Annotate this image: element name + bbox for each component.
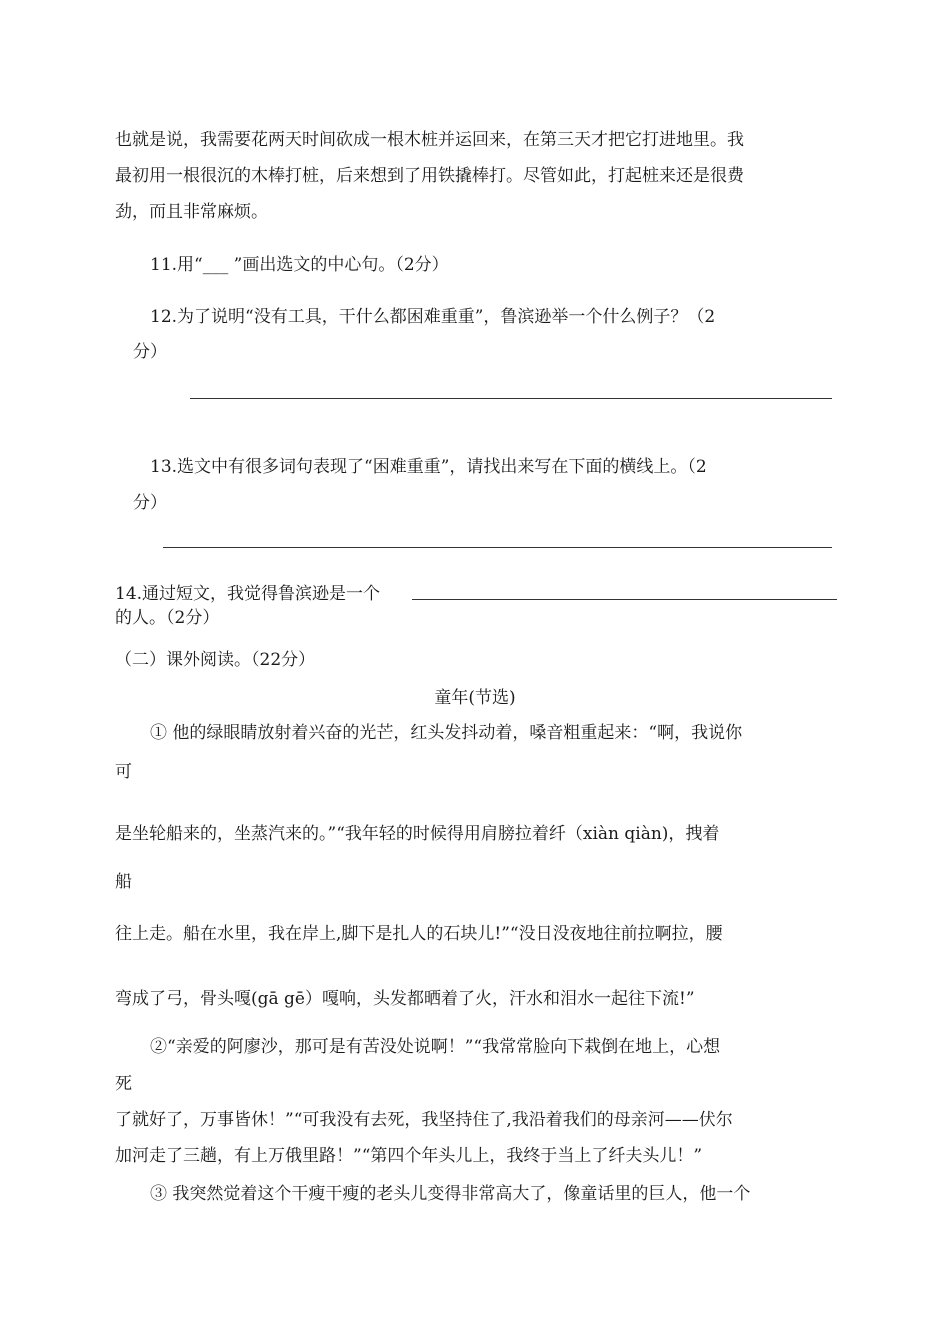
passage-line: 最初用一根很沉的木棒打桩，后来想到了用铁撬棒打。尽管如此，打起桩来还是很费 xyxy=(115,166,744,186)
paragraph-1-line: 弯成了弓，骨头嘎(gā gē）嘎响，头发都晒着了火，汗水和泪水一起往下流!” xyxy=(115,989,695,1009)
paragraph-2-line: 了就好了，万事皆休！”“可我没有去死，我坚持住了,我沿着我们的母亲河——伏尔 xyxy=(115,1110,733,1130)
paragraph-1-line: 可 xyxy=(115,762,132,782)
question-text: 13.选文中有很多词句表现了“困难重重”，请找出来写在下面的横线上。（2 xyxy=(150,457,707,477)
question-text: 分） xyxy=(133,493,167,513)
paragraph-1-line: ① 他的绿眼睛放射着兴奋的光芒，红头发抖动着，嗓音粗重起来：“啊，我说你 xyxy=(150,723,743,743)
question-text: 的人。（2分） xyxy=(115,608,220,628)
paragraph-3-line: ③ 我突然觉着这个干瘦干瘦的老头儿变得非常高大了，像童话里的巨人，他一个 xyxy=(150,1184,751,1204)
answer-line[interactable] xyxy=(190,398,832,399)
question-text: 12.为了说明“没有工具，干什么都困难重重”，鲁滨逊举一个什么例子？（2 xyxy=(150,307,716,327)
question-text: 11.用“___ ”画出选文的中心句。（2分） xyxy=(150,255,449,275)
passage-line: 劲，而且非常麻烦。 xyxy=(115,202,268,222)
question-text: 14.通过短文，我觉得鲁滨逊是一个 xyxy=(115,584,381,604)
paragraph-2-line: 加河走了三趟，有上万俄里路！”“第四个年头儿上，我终于当上了纤夫头儿！” xyxy=(115,1146,703,1166)
section-heading: （二）课外阅读。（22分） xyxy=(115,650,316,670)
question-text: 分） xyxy=(133,342,167,362)
paragraph-2-line: ②“亲爱的阿廖沙，那可是有苦没处说啊！”“我常常脸向下栽倒在地上，心想 xyxy=(150,1037,721,1057)
paragraph-1-line: 船 xyxy=(115,872,132,892)
passage-line: 也就是说，我需要花两天时间砍成一根木桩并运回来，在第三天才把它打进地里。我 xyxy=(115,130,744,150)
paragraph-1-line: 往上走。船在水里，我在岸上,脚下是扎人的石块儿!”“没日没夜地往前拉啊拉，腰 xyxy=(115,924,723,944)
passage-title: 童年(节选) xyxy=(434,688,516,708)
answer-line[interactable] xyxy=(412,599,837,600)
answer-line[interactable] xyxy=(163,547,832,548)
paragraph-2-line: 死 xyxy=(115,1074,132,1094)
paragraph-1-line: 是坐轮船来的，坐蒸汽来的。”“我年轻的时候得用肩膀拉着纤（xiàn qiàn)，拽着 xyxy=(115,824,720,844)
